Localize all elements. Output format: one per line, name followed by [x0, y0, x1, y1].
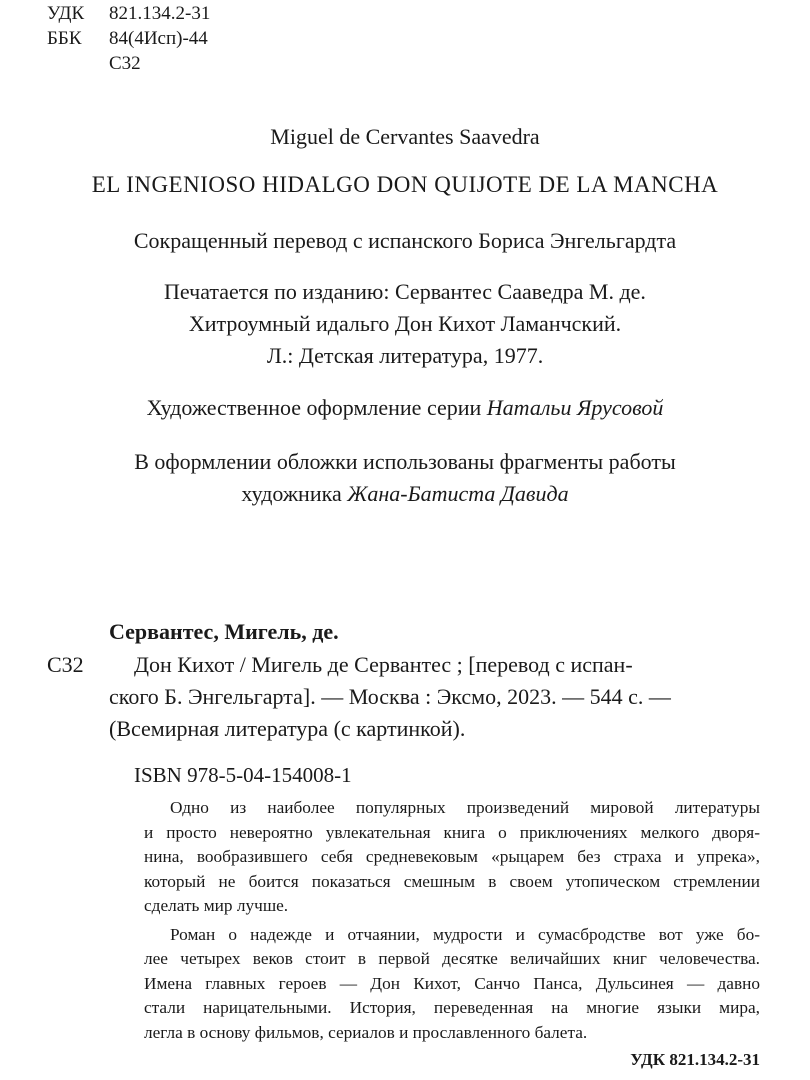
- annotation-paragraph-2: [118, 923, 760, 1046]
- design-artist: Натальи Ярусовой: [486, 395, 664, 420]
- footer-udk: УДК 821.134.2-31: [630, 1050, 760, 1069]
- design-note: [0, 393, 810, 423]
- annotation-line: и просто невероятно увлекательная книга о приключениях мелкого дворя-: [144, 822, 760, 842]
- annotation-line: Роман о надежде и отчаянии, мудрости и сумасбродстве вот уже бо-: [170, 924, 760, 944]
- bbk-value: 84(4Исп)-44: [109, 28, 208, 49]
- cover-artist: Жана-Батиста Давида: [347, 481, 569, 506]
- original-title: EL INGENIOSO HIDALGO DON QUIJOTE DE LA MANCHA: [91, 172, 719, 197]
- edition-line-1: Печатается по изданию: Сервантес Сааведра М. де.: [164, 279, 646, 304]
- bbk-code: [47, 27, 208, 51]
- cover-prefix: художника: [241, 481, 342, 506]
- annotation-line: нина, вообразившего себя средневековым «рыцарем без страха и упрека»,: [144, 847, 760, 866]
- bbk-label: ББК: [47, 28, 82, 49]
- udk-code: [47, 2, 210, 26]
- udk-label: УДК: [47, 3, 85, 24]
- annotation: [118, 796, 760, 1045]
- annotation-line: легла в основу фильмов, сериалов и прославленного балета.: [144, 1022, 588, 1042]
- annotation-line: Имена главных героев — Дон Кихот, Санчо Панса, Дульсинея — давно: [144, 973, 760, 993]
- biblio-line-3: (Всемирная литература (с картинкой).: [109, 716, 466, 741]
- biblio-line-2: ского Б. Энгельгарта]. — Москва : Эксмо, 2023. — 544 с. —: [109, 684, 671, 709]
- biblio-mark: С32: [47, 652, 84, 677]
- annotation-line: сделать мир лучше.: [144, 896, 289, 915]
- udk-value: 821.134.2-31: [109, 3, 211, 24]
- cover-note: [0, 446, 810, 510]
- cover-line-1: В оформлении обложки использованы фрагменты работы: [134, 449, 676, 474]
- translation-note: Сокращенный перевод с испанского Бориса Энгельгардта: [133, 228, 677, 253]
- annotation-line: который не боится показаться смешным в своем утопическом стремлении: [144, 871, 760, 891]
- edition-line-3: Л.: Детская литература, 1977.: [266, 343, 544, 368]
- annotation-line: стали нарицательными. История, переведенная на многие языки мира,: [144, 998, 760, 1017]
- biblio-heading: Сервантес, Мигель, де.: [109, 619, 339, 644]
- annotation-line: Одно из наиболее популярных произведений мировой литературы: [170, 798, 760, 817]
- annotation-line: лее четырех веков стоит в первой десятке величайших книг человечества.: [144, 949, 760, 968]
- biblio-line-1: Дон Кихот / Мигель де Сервантес ; [перевод с испан-: [134, 652, 633, 677]
- annotation-paragraph-1: [118, 796, 760, 919]
- isbn: ISBN 978-5-04-154008-1: [134, 763, 352, 787]
- original-author: Miguel de Cervantes Saavedra: [270, 124, 540, 149]
- edition-note: [0, 276, 810, 372]
- design-prefix: Художественное оформление серии: [146, 395, 482, 420]
- edition-line-2: Хитроумный идальго Дон Кихот Ламанчский.: [188, 311, 622, 336]
- author-mark: С32: [109, 53, 141, 74]
